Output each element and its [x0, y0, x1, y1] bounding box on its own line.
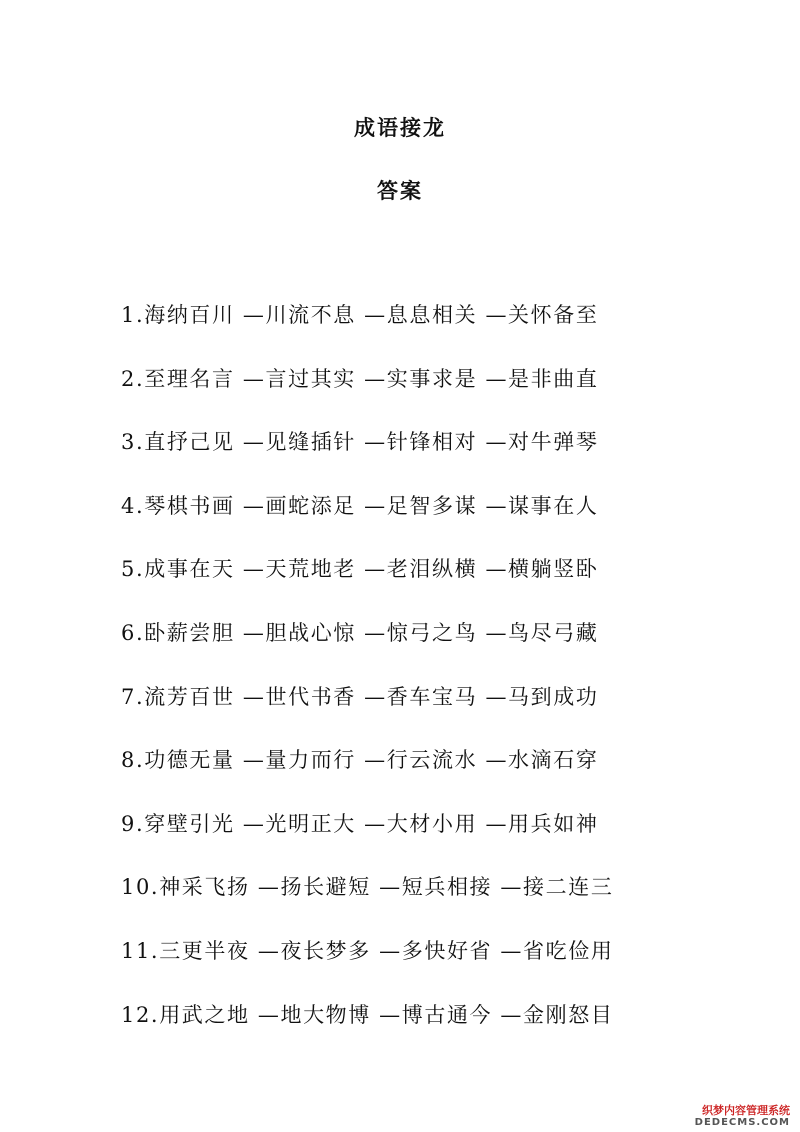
watermark [695, 1105, 790, 1128]
chain-row-6: 6.卧薪尝胆 —胆战心惊 —惊弓之鸟 —鸟尽弓藏 [121, 620, 599, 645]
chain-row-12: 12.用武之地 —地大物博 —博古通今 —金刚怒目 [121, 1002, 614, 1027]
watermark-line-1: 织梦内容管理系统 [702, 1103, 790, 1117]
chain-row-3: 3.直抒己见 —见缝插针 —针锋相对 —对牛弹琴 [121, 430, 599, 455]
page-title: 成语接龙 [354, 115, 446, 140]
chain-row-5: 5.成事在天 —天荒地老 —老泪纵横 —横躺竖卧 [121, 557, 599, 582]
chain-row-1: 1.海纳百川 —川流不息 —息息相关 —关怀备至 [121, 303, 599, 327]
chain-row-9: 9.穿壁引光 —光明正大 —大材小用 —用兵如神 [121, 811, 599, 836]
chain-row-2: 2.至理名言 —言过其实 —实事求是 —是非曲直 [121, 366, 599, 391]
idiom-chain-list [121, 298, 613, 1061]
chain-row-10: 10.神采飞扬 —扬长避短 —短兵相接 —接二连三 [121, 875, 614, 900]
watermark-line-2: DEDECMS.COM [694, 1117, 790, 1128]
chain-row-7: 7.流芳百世 —世代书香 —香车宝马 —马到成功 [121, 684, 599, 709]
chain-row-11: 11.三更半夜 —夜长梦多 —多快好省 —省吃俭用 [121, 938, 614, 963]
chain-row-8: 8.功德无量 —量力而行 —行云流水 —水滴石穿 [121, 748, 599, 773]
chain-row-4: 4.琴棋书画 —画蛇添足 —足智多谋 —谋事在人 [121, 493, 599, 518]
page-subtitle: 答案 [377, 178, 423, 203]
